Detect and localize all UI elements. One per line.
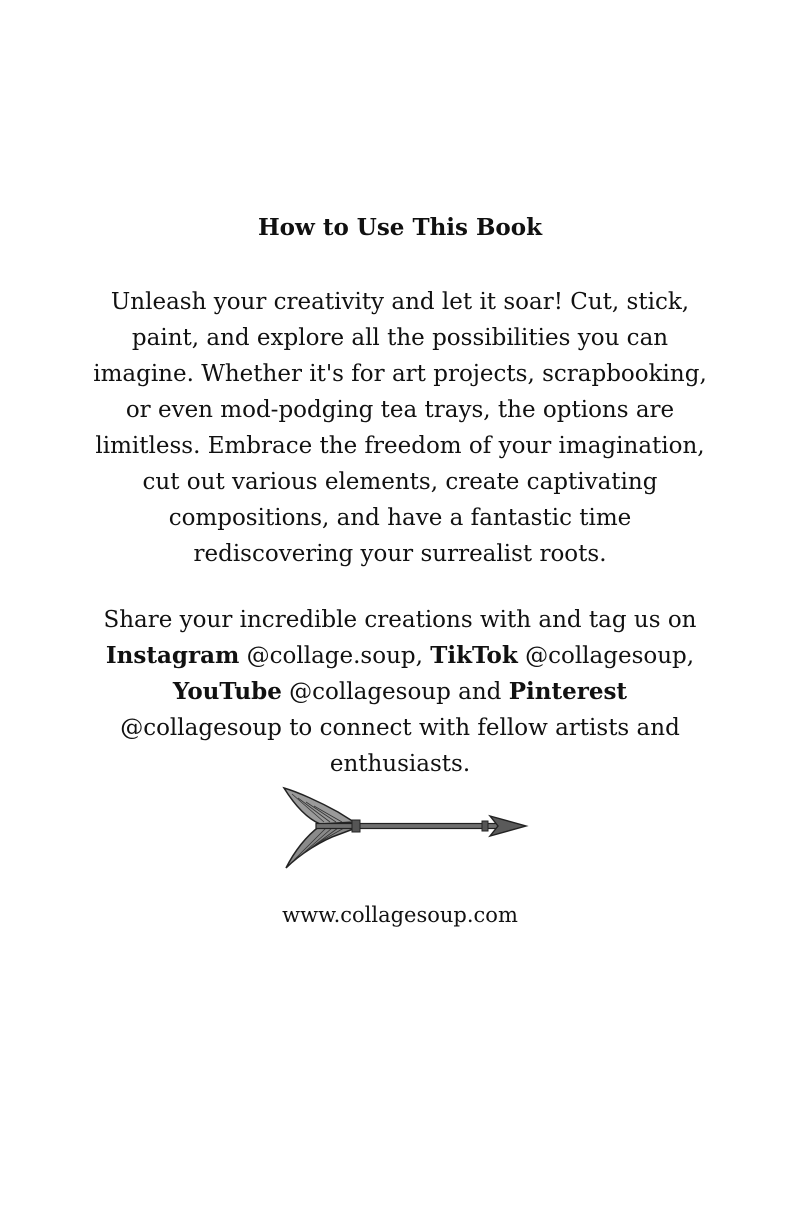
arrow-shaft bbox=[316, 824, 498, 829]
arrow-icon bbox=[276, 782, 530, 872]
social-lead: Share your incredible creations with and tag us on bbox=[103, 607, 697, 633]
arrow-upper-feather bbox=[284, 788, 354, 824]
youtube-handle: @collagesoup and bbox=[281, 679, 509, 705]
page-title: How to Use This Book bbox=[257, 214, 543, 241]
instagram-label: Instagram bbox=[105, 642, 240, 669]
pinterest-handle: @collagesoup to connect with fellow artists and enthusiasts. bbox=[120, 715, 680, 777]
tiktok-label: TikTok bbox=[430, 642, 518, 669]
arrow-binding-rear bbox=[352, 820, 360, 832]
social-paragraph bbox=[90, 602, 710, 782]
arrow-binding-front bbox=[482, 821, 488, 831]
pinterest-label: Pinterest bbox=[508, 678, 628, 705]
tiktok-handle: @collagesoup, bbox=[517, 643, 695, 669]
youtube-label: YouTube bbox=[172, 678, 282, 705]
website-link[interactable]: www.collagesoup.com bbox=[282, 903, 518, 927]
arrow-lower-feather bbox=[286, 826, 356, 868]
intro-paragraph: Unleash your creativity and let it soar! Cut, stick, paint, and explore all the possibilities you can imagine. Whether it's for art projects, scrapbooking, or even mod-podging tea trays, the options are limitless. Embrace the freedom of your imagination, cut out various elements, create captivating compositions, and have a fantastic time rediscovering your surrealist roots. bbox=[93, 289, 707, 567]
instagram-handle: @collage.soup, bbox=[239, 643, 431, 669]
